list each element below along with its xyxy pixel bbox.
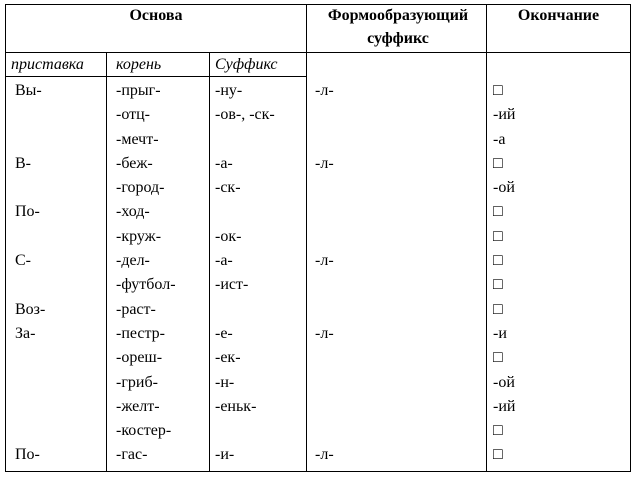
root-cell: -ореш- — [116, 349, 163, 367]
border-bottom — [5, 471, 631, 472]
prefix-cell: По- — [15, 203, 40, 221]
form-cell: -л- — [315, 252, 334, 270]
morphology-table — [5, 4, 631, 472]
col-divider-3 — [306, 4, 307, 472]
suffix-cell: -еньк- — [215, 397, 257, 415]
form-cell: -л- — [315, 324, 334, 342]
root-cell: -прыг- — [116, 82, 161, 99]
root-cell: -желт- — [116, 397, 160, 415]
root-cell: -круж- — [116, 227, 162, 245]
ending-cell: -ой — [493, 373, 515, 391]
prefix-cell: За- — [15, 324, 36, 342]
subheader-divider — [5, 76, 306, 77]
prefix-cell: С- — [15, 252, 31, 270]
root-cell: -костер- — [116, 422, 172, 440]
root-cell: -футбол- — [116, 276, 176, 294]
form-cell: -л- — [315, 446, 334, 464]
header-ending: Окончание — [517, 7, 600, 24]
ending-cell: □ — [493, 349, 503, 367]
prefix-cell — [15, 346, 45, 370]
suffix-cell: -ок- — [215, 227, 242, 245]
ending-cell: □ — [493, 82, 503, 99]
col-divider-4 — [486, 4, 487, 472]
root-cell: -отц- — [116, 106, 150, 124]
ending-cell: -ий — [493, 397, 516, 415]
root-cell: -гриб- — [116, 373, 158, 391]
suffix-cell: -ист- — [215, 276, 249, 294]
prefix-cell: В- — [15, 154, 31, 172]
suffix-cell — [215, 298, 275, 322]
col-divider-2 — [209, 52, 210, 472]
subheader-suffix: Суффикс — [215, 56, 278, 73]
prefix-cell: Воз- — [15, 300, 46, 318]
root-cell: -город- — [116, 179, 165, 197]
column-suffix — [215, 79, 275, 468]
suffix-cell: -е- — [215, 324, 233, 342]
suffix-cell: -ов-, -ск- — [215, 106, 275, 124]
column-prefix — [15, 79, 45, 468]
suffix-cell: -и- — [215, 446, 235, 464]
ending-cell: □ — [493, 252, 503, 270]
form-cell — [315, 176, 334, 200]
form-cell — [315, 225, 334, 249]
form-cell — [315, 298, 334, 322]
column-form-suffix — [315, 79, 334, 468]
suffix-cell: -ну- — [215, 82, 243, 99]
prefix-cell — [15, 419, 45, 443]
subheader-prefix: приставка — [11, 56, 84, 73]
root-cell: -дел- — [116, 252, 150, 270]
border-right — [630, 4, 631, 472]
root-cell: -беж- — [116, 154, 153, 172]
header-divider — [5, 52, 631, 53]
suffix-cell — [215, 200, 275, 224]
ending-cell: □ — [493, 276, 503, 294]
ending-cell: -ой — [493, 179, 515, 197]
prefix-cell — [15, 103, 45, 127]
form-cell — [315, 273, 334, 297]
root-cell: -мечт- — [116, 130, 159, 148]
root-cell: -раст- — [116, 300, 156, 318]
form-cell — [315, 419, 334, 443]
form-cell — [315, 128, 334, 152]
form-cell — [315, 200, 334, 224]
border-left — [5, 4, 6, 472]
suffix-cell — [215, 128, 275, 152]
suffix-cell: -а- — [215, 154, 233, 172]
prefix-cell — [15, 176, 45, 200]
prefix-cell — [15, 273, 45, 297]
column-ending — [493, 79, 515, 468]
ending-cell: -и — [493, 324, 507, 342]
column-root — [116, 79, 176, 468]
ending-cell: □ — [493, 227, 503, 245]
prefix-cell: По- — [15, 446, 40, 464]
ending-cell: □ — [493, 300, 503, 318]
form-cell: -л- — [315, 82, 334, 99]
ending-cell: □ — [493, 422, 503, 440]
ending-cell: □ — [493, 203, 503, 221]
ending-cell: -а — [493, 130, 506, 148]
header-form-suffix: Формообразующий суффикс — [327, 7, 469, 47]
form-cell — [315, 371, 334, 395]
suffix-cell: -н- — [215, 373, 235, 391]
prefix-cell — [15, 225, 45, 249]
prefix-cell — [15, 128, 45, 152]
root-cell: -пестр- — [116, 324, 166, 342]
form-cell — [315, 103, 334, 127]
ending-cell: □ — [493, 154, 503, 172]
col-divider-1 — [106, 52, 107, 472]
suffix-cell: -ск- — [215, 179, 241, 197]
suffix-cell — [215, 419, 275, 443]
header-osnova: Основа — [129, 7, 183, 24]
form-cell — [315, 395, 334, 419]
prefix-cell — [15, 371, 45, 395]
form-cell — [315, 346, 334, 370]
subheader-root: корень — [116, 56, 162, 73]
suffix-cell: -ек- — [215, 349, 241, 367]
ending-cell: -ий — [493, 106, 516, 124]
root-cell: -ход- — [116, 203, 150, 221]
form-cell: -л- — [315, 154, 334, 172]
root-cell: -гас- — [116, 446, 148, 464]
prefix-cell: Вы- — [15, 82, 42, 99]
ending-cell: □ — [493, 446, 503, 464]
suffix-cell: -а- — [215, 252, 233, 270]
prefix-cell — [15, 395, 45, 419]
